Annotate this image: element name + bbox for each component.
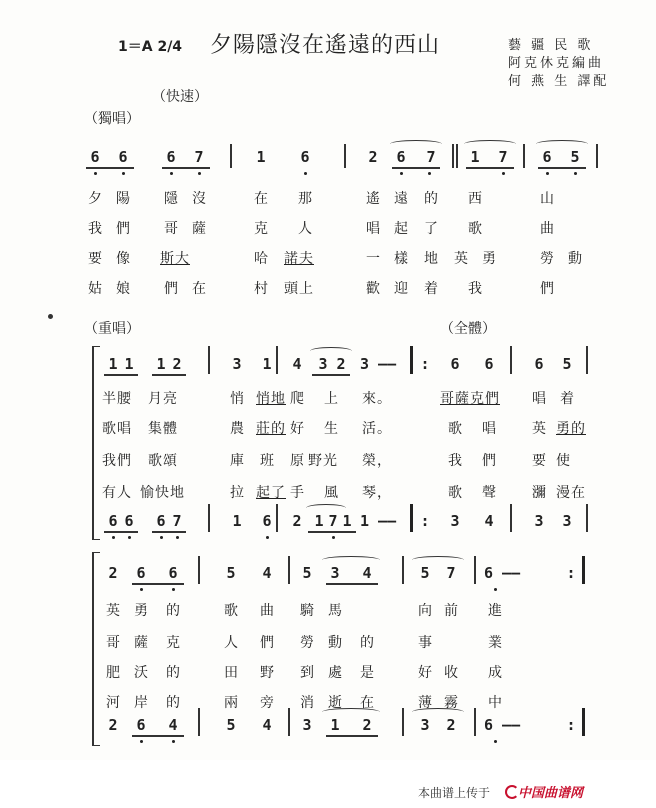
note: 6 <box>124 512 134 530</box>
octave-dot <box>94 172 97 175</box>
note: 6 <box>108 512 118 530</box>
barline <box>456 144 458 168</box>
lyric: 人 <box>224 635 238 651</box>
lyric: 班 <box>260 453 274 469</box>
lyric: 沃 <box>134 665 148 681</box>
octave-dot <box>140 588 143 591</box>
system-bracket <box>92 552 100 746</box>
octave-dot <box>198 172 201 175</box>
lyric: 勞 <box>300 635 314 651</box>
barline <box>523 144 525 168</box>
barline <box>288 708 290 736</box>
octave-dot <box>546 172 549 175</box>
beam <box>152 374 186 376</box>
note: 6 <box>90 148 100 166</box>
lyric: 那 <box>298 191 312 207</box>
lyric: 在 <box>254 191 268 207</box>
lyric: 西 <box>468 191 482 207</box>
note: 3 <box>420 716 430 734</box>
lyric: 曲 <box>260 603 274 619</box>
note: 3 <box>562 512 572 530</box>
lyric: 要 <box>88 251 102 267</box>
note: 6 <box>166 148 176 166</box>
note: 6 <box>484 355 494 373</box>
lyric: 是 <box>360 665 374 681</box>
note: 4 <box>168 716 178 734</box>
lyric: 英 <box>106 603 120 619</box>
barline <box>276 504 278 532</box>
lyric: 前 <box>444 603 458 619</box>
repeat-sign: : <box>566 564 576 582</box>
octave-dot <box>494 588 497 591</box>
note: 4 <box>262 716 272 734</box>
lyric: 月亮 <box>148 391 178 407</box>
lyric: 向 <box>418 603 432 619</box>
note: 6 <box>396 148 406 166</box>
barline <box>474 556 476 584</box>
lyric: 生 <box>324 421 338 437</box>
lyric: 在 <box>192 281 206 297</box>
slur <box>412 708 464 716</box>
lyric: 在 <box>360 695 374 711</box>
note: 2 <box>446 716 456 734</box>
slur <box>390 140 442 148</box>
lyric: 有人 <box>102 485 132 501</box>
note-sustained: 1 —— <box>360 512 397 530</box>
lyric: 的 <box>166 665 180 681</box>
lyric: 霧 <box>444 695 458 711</box>
slur <box>310 347 352 355</box>
note: 2 <box>336 355 346 373</box>
lyric: 夕 <box>88 191 102 207</box>
repeat-sign: : <box>566 716 576 734</box>
lyric: 地 <box>424 251 438 267</box>
note: 7 <box>194 148 204 166</box>
note: 6 <box>118 148 128 166</box>
lyric: 歌 <box>448 421 462 437</box>
lyric: 岸 <box>134 695 148 711</box>
credit-origin: 藝 疆 民 歌 <box>508 38 594 53</box>
beam <box>104 531 138 533</box>
note: 6 <box>156 512 166 530</box>
note: 4 <box>362 564 372 582</box>
lyric: 起了 <box>256 485 286 501</box>
lyric: 勇的 <box>556 421 586 437</box>
lyric: 歌頌 <box>148 453 178 469</box>
lyric: 榮， <box>362 453 392 469</box>
beam <box>312 374 350 376</box>
lyric: 到 <box>300 665 314 681</box>
beam <box>104 374 138 376</box>
note: 6 <box>542 148 552 166</box>
lyric: 要 <box>532 453 546 469</box>
note: 1 <box>262 355 272 373</box>
lyric: 爬 <box>290 391 304 407</box>
lyric: 集體 <box>148 421 178 437</box>
note: 7 <box>446 564 456 582</box>
note: 6 <box>168 564 178 582</box>
note: 7 <box>172 512 182 530</box>
lyric: 勇 <box>482 251 496 267</box>
beam <box>162 167 210 169</box>
lyric: 來。 <box>362 391 392 407</box>
footer <box>0 760 656 808</box>
note: 5 <box>570 148 580 166</box>
note: 1 <box>232 512 242 530</box>
lyric: 的 <box>424 191 438 207</box>
note: 3 <box>302 716 312 734</box>
lyric: 聲 <box>482 485 496 501</box>
note: 2 <box>362 716 372 734</box>
lyric: 英 <box>454 251 468 267</box>
lyric: 的 <box>166 603 180 619</box>
lyric: 處 <box>328 665 342 681</box>
lyric: 遠 <box>394 191 408 207</box>
note: 1 <box>256 148 266 166</box>
barline <box>198 708 200 736</box>
lyric: 唱 <box>366 221 380 237</box>
octave-dot <box>400 172 403 175</box>
note-sustained: 6 —— <box>484 564 521 582</box>
note: 4 <box>292 355 302 373</box>
octave-dot <box>176 536 179 539</box>
lyric: 人 <box>298 221 312 237</box>
lyric: 們 <box>260 635 274 651</box>
note: 1 <box>156 355 166 373</box>
lyric: 山 <box>540 191 554 207</box>
lyric: 着 <box>424 281 438 297</box>
barline <box>596 144 598 168</box>
note: 2 <box>108 716 118 734</box>
lyric: 旁 <box>260 695 274 711</box>
lyric: 唱 <box>482 421 496 437</box>
lyric: 成 <box>488 665 502 681</box>
lyric: 悄地 <box>256 391 286 407</box>
lyric: 手 <box>290 485 304 501</box>
lyric: 歌 <box>224 603 238 619</box>
lyric: 英 <box>532 421 546 437</box>
lyric: 肥 <box>106 665 120 681</box>
lyric: 我 <box>448 453 462 469</box>
beam <box>308 531 356 533</box>
lyric: 歌 <box>448 485 462 501</box>
part-label-all: （全體） <box>440 321 496 337</box>
lyric: 好 <box>290 421 304 437</box>
lyric: 斯大 <box>160 251 190 267</box>
lyric: 着 <box>560 391 574 407</box>
note: 3 <box>318 355 328 373</box>
lyric: 活。 <box>362 421 392 437</box>
note: 6 <box>262 512 272 530</box>
lyric: 野光 <box>308 453 338 469</box>
lyric: 克 <box>166 635 180 651</box>
slur <box>536 140 588 148</box>
lyric: 歌 <box>468 221 482 237</box>
note: 2 <box>292 512 302 530</box>
lyric: 遙 <box>366 191 380 207</box>
part-label-solo: （獨唱） <box>84 111 140 127</box>
lyric: 原 <box>290 453 304 469</box>
lyric: 愉快地 <box>140 485 185 501</box>
lyric: 哥薩克們 <box>440 391 500 407</box>
note: 1 <box>330 716 340 734</box>
lyric: 諾夫 <box>284 251 314 267</box>
lyric: 半腰 <box>102 391 132 407</box>
note: 6 <box>136 716 146 734</box>
lyric: 迎 <box>394 281 408 297</box>
lyric: 琴， <box>362 485 392 501</box>
lyric: 好 <box>418 665 432 681</box>
octave-dot <box>112 536 115 539</box>
note: 6 <box>450 355 460 373</box>
note: 7 <box>328 512 338 530</box>
repeat-sign: : <box>420 512 430 530</box>
octave-dot <box>160 536 163 539</box>
note: 3 <box>330 564 340 582</box>
lyric: 河 <box>106 695 120 711</box>
system-bracket <box>92 346 100 540</box>
lyric: 像 <box>116 251 130 267</box>
barline <box>586 346 588 374</box>
note: 5 <box>562 355 572 373</box>
lyric: 們 <box>116 221 130 237</box>
margin-bullet <box>48 314 53 319</box>
beam <box>86 167 134 169</box>
lyric: 們 <box>540 281 554 297</box>
lyric: 薄 <box>418 695 432 711</box>
note: 6 <box>300 148 310 166</box>
beam <box>132 735 184 737</box>
lyric: 薩 <box>134 635 148 651</box>
lyric: 曲 <box>540 221 554 237</box>
barline <box>230 144 232 168</box>
note: 1 <box>470 148 480 166</box>
note: 5 <box>420 564 430 582</box>
repeat-sign: : <box>420 355 430 373</box>
note: 1 <box>342 512 352 530</box>
octave-dot <box>122 172 125 175</box>
lyric: 哥 <box>106 635 120 651</box>
lyric: 風 <box>324 485 338 501</box>
octave-dot <box>494 740 497 743</box>
beam <box>132 583 184 585</box>
lyric: 隱 <box>164 191 178 207</box>
barline <box>452 144 454 168</box>
lyric: 中 <box>488 695 502 711</box>
lyric: 起 <box>394 221 408 237</box>
octave-dot <box>140 740 143 743</box>
slur <box>412 556 464 564</box>
slur <box>322 708 380 716</box>
lyric: 娘 <box>116 281 130 297</box>
note: 5 <box>226 716 236 734</box>
barline <box>474 708 476 736</box>
barline <box>586 504 588 532</box>
note: 1 <box>314 512 324 530</box>
octave-dot <box>428 172 431 175</box>
part-label-duet: （重唱） <box>84 321 140 337</box>
lyric: 陽 <box>116 191 130 207</box>
note: 4 <box>262 564 272 582</box>
beam <box>466 167 514 169</box>
note: 5 <box>226 564 236 582</box>
lyric: 歡 <box>366 281 380 297</box>
beam <box>538 167 586 169</box>
barline-double <box>410 504 413 532</box>
lyric: 庫 <box>230 453 244 469</box>
lyric: 農 <box>230 421 244 437</box>
slur <box>306 504 346 512</box>
lyric: 兩 <box>224 695 238 711</box>
note: 2 <box>368 148 378 166</box>
lyric: 的 <box>166 695 180 711</box>
lyric: 村 <box>254 281 268 297</box>
lyric: 馬 <box>328 603 342 619</box>
note: 7 <box>498 148 508 166</box>
lyric: 拉 <box>230 485 244 501</box>
lyric: 事 <box>418 635 432 651</box>
lyric: 我 <box>468 281 482 297</box>
lyric: 騎 <box>300 603 314 619</box>
slur <box>322 556 380 564</box>
lyric: 進 <box>488 603 502 619</box>
octave-dot <box>304 172 307 175</box>
beam <box>392 167 440 169</box>
note: 4 <box>484 512 494 530</box>
note: 5 <box>302 564 312 582</box>
lyric: 的 <box>360 635 374 651</box>
credit-arranger: 阿克休克編曲 <box>508 56 605 71</box>
barline <box>402 708 404 736</box>
barline <box>510 346 512 374</box>
lyric: 消 <box>300 695 314 711</box>
lyric: 收 <box>444 665 458 681</box>
octave-dot <box>172 740 175 743</box>
key-signature: 1＝A 2/4 <box>118 39 183 55</box>
upload-credit: 本曲谱上传于 <box>418 786 491 800</box>
note: 7 <box>426 148 436 166</box>
lyric: 薩 <box>192 221 206 237</box>
lyric: 們 <box>482 453 496 469</box>
lyric: 頭上 <box>284 281 314 297</box>
lyric: 動 <box>568 251 582 267</box>
lyric: 哈 <box>254 251 268 267</box>
credit-translator: 何 燕 生 譯配 <box>508 74 610 89</box>
lyric: 勞 <box>540 251 554 267</box>
lyric: 一 <box>366 251 380 267</box>
barline <box>510 504 512 532</box>
note: 1 <box>124 355 134 373</box>
octave-dot <box>170 172 173 175</box>
lyric: 我們 <box>102 453 132 469</box>
barline <box>276 346 278 374</box>
lyric: 野 <box>260 665 274 681</box>
barline-double <box>582 708 585 736</box>
octave-dot <box>266 536 269 539</box>
barline <box>208 504 210 532</box>
lyric: 漫在 <box>556 485 586 501</box>
lyric: 沒 <box>192 191 206 207</box>
lyric: 姑 <box>88 281 102 297</box>
lyric: 瀰 <box>532 485 546 501</box>
barline <box>198 556 200 584</box>
slur <box>464 140 516 148</box>
song-title: 夕陽隱沒在遙遠的西山 <box>210 33 441 58</box>
note: 3 <box>450 512 460 530</box>
octave-dot <box>574 172 577 175</box>
lyric: 使 <box>556 453 571 469</box>
note-sustained: 3 —— <box>360 355 397 373</box>
lyric: 動 <box>328 635 342 651</box>
lyric: 克 <box>254 221 268 237</box>
lyric: 悄 <box>230 391 244 407</box>
note: 6 <box>534 355 544 373</box>
lyric: 歌唱 <box>102 421 132 437</box>
beam <box>326 583 378 585</box>
barline-double <box>582 556 585 584</box>
barline-double <box>410 346 413 374</box>
note: 2 <box>172 355 182 373</box>
barline <box>344 144 346 168</box>
beam <box>326 735 378 737</box>
site-name-link[interactable]: 中国曲谱网 <box>518 786 584 801</box>
tempo-marking: （快速） <box>152 89 208 105</box>
barline <box>288 556 290 584</box>
lyric: 哥 <box>164 221 178 237</box>
lyric: 了 <box>424 221 438 237</box>
lyric: 田 <box>224 665 238 681</box>
barline <box>208 346 210 374</box>
note: 1 <box>108 355 118 373</box>
note: 3 <box>534 512 544 530</box>
note: 6 <box>136 564 146 582</box>
lyric: 業 <box>488 635 502 651</box>
note-sustained: 6 —— <box>484 716 521 734</box>
octave-dot <box>502 172 505 175</box>
lyric: 唱 <box>532 391 546 407</box>
site-logo-icon <box>505 785 519 799</box>
barline <box>402 556 404 584</box>
lyric: 勇 <box>134 603 148 619</box>
lyric: 上 <box>324 391 338 407</box>
octave-dot <box>128 536 131 539</box>
lyric: 我 <box>88 221 102 237</box>
beam <box>152 531 186 533</box>
note: 2 <box>108 564 118 582</box>
octave-dot <box>332 536 335 539</box>
lyric: 樣 <box>394 251 408 267</box>
note: 3 <box>232 355 242 373</box>
lyric: 逝 <box>328 695 342 711</box>
lyric: 莊的 <box>256 421 286 437</box>
octave-dot <box>172 588 175 591</box>
lyric: 們 <box>164 281 178 297</box>
